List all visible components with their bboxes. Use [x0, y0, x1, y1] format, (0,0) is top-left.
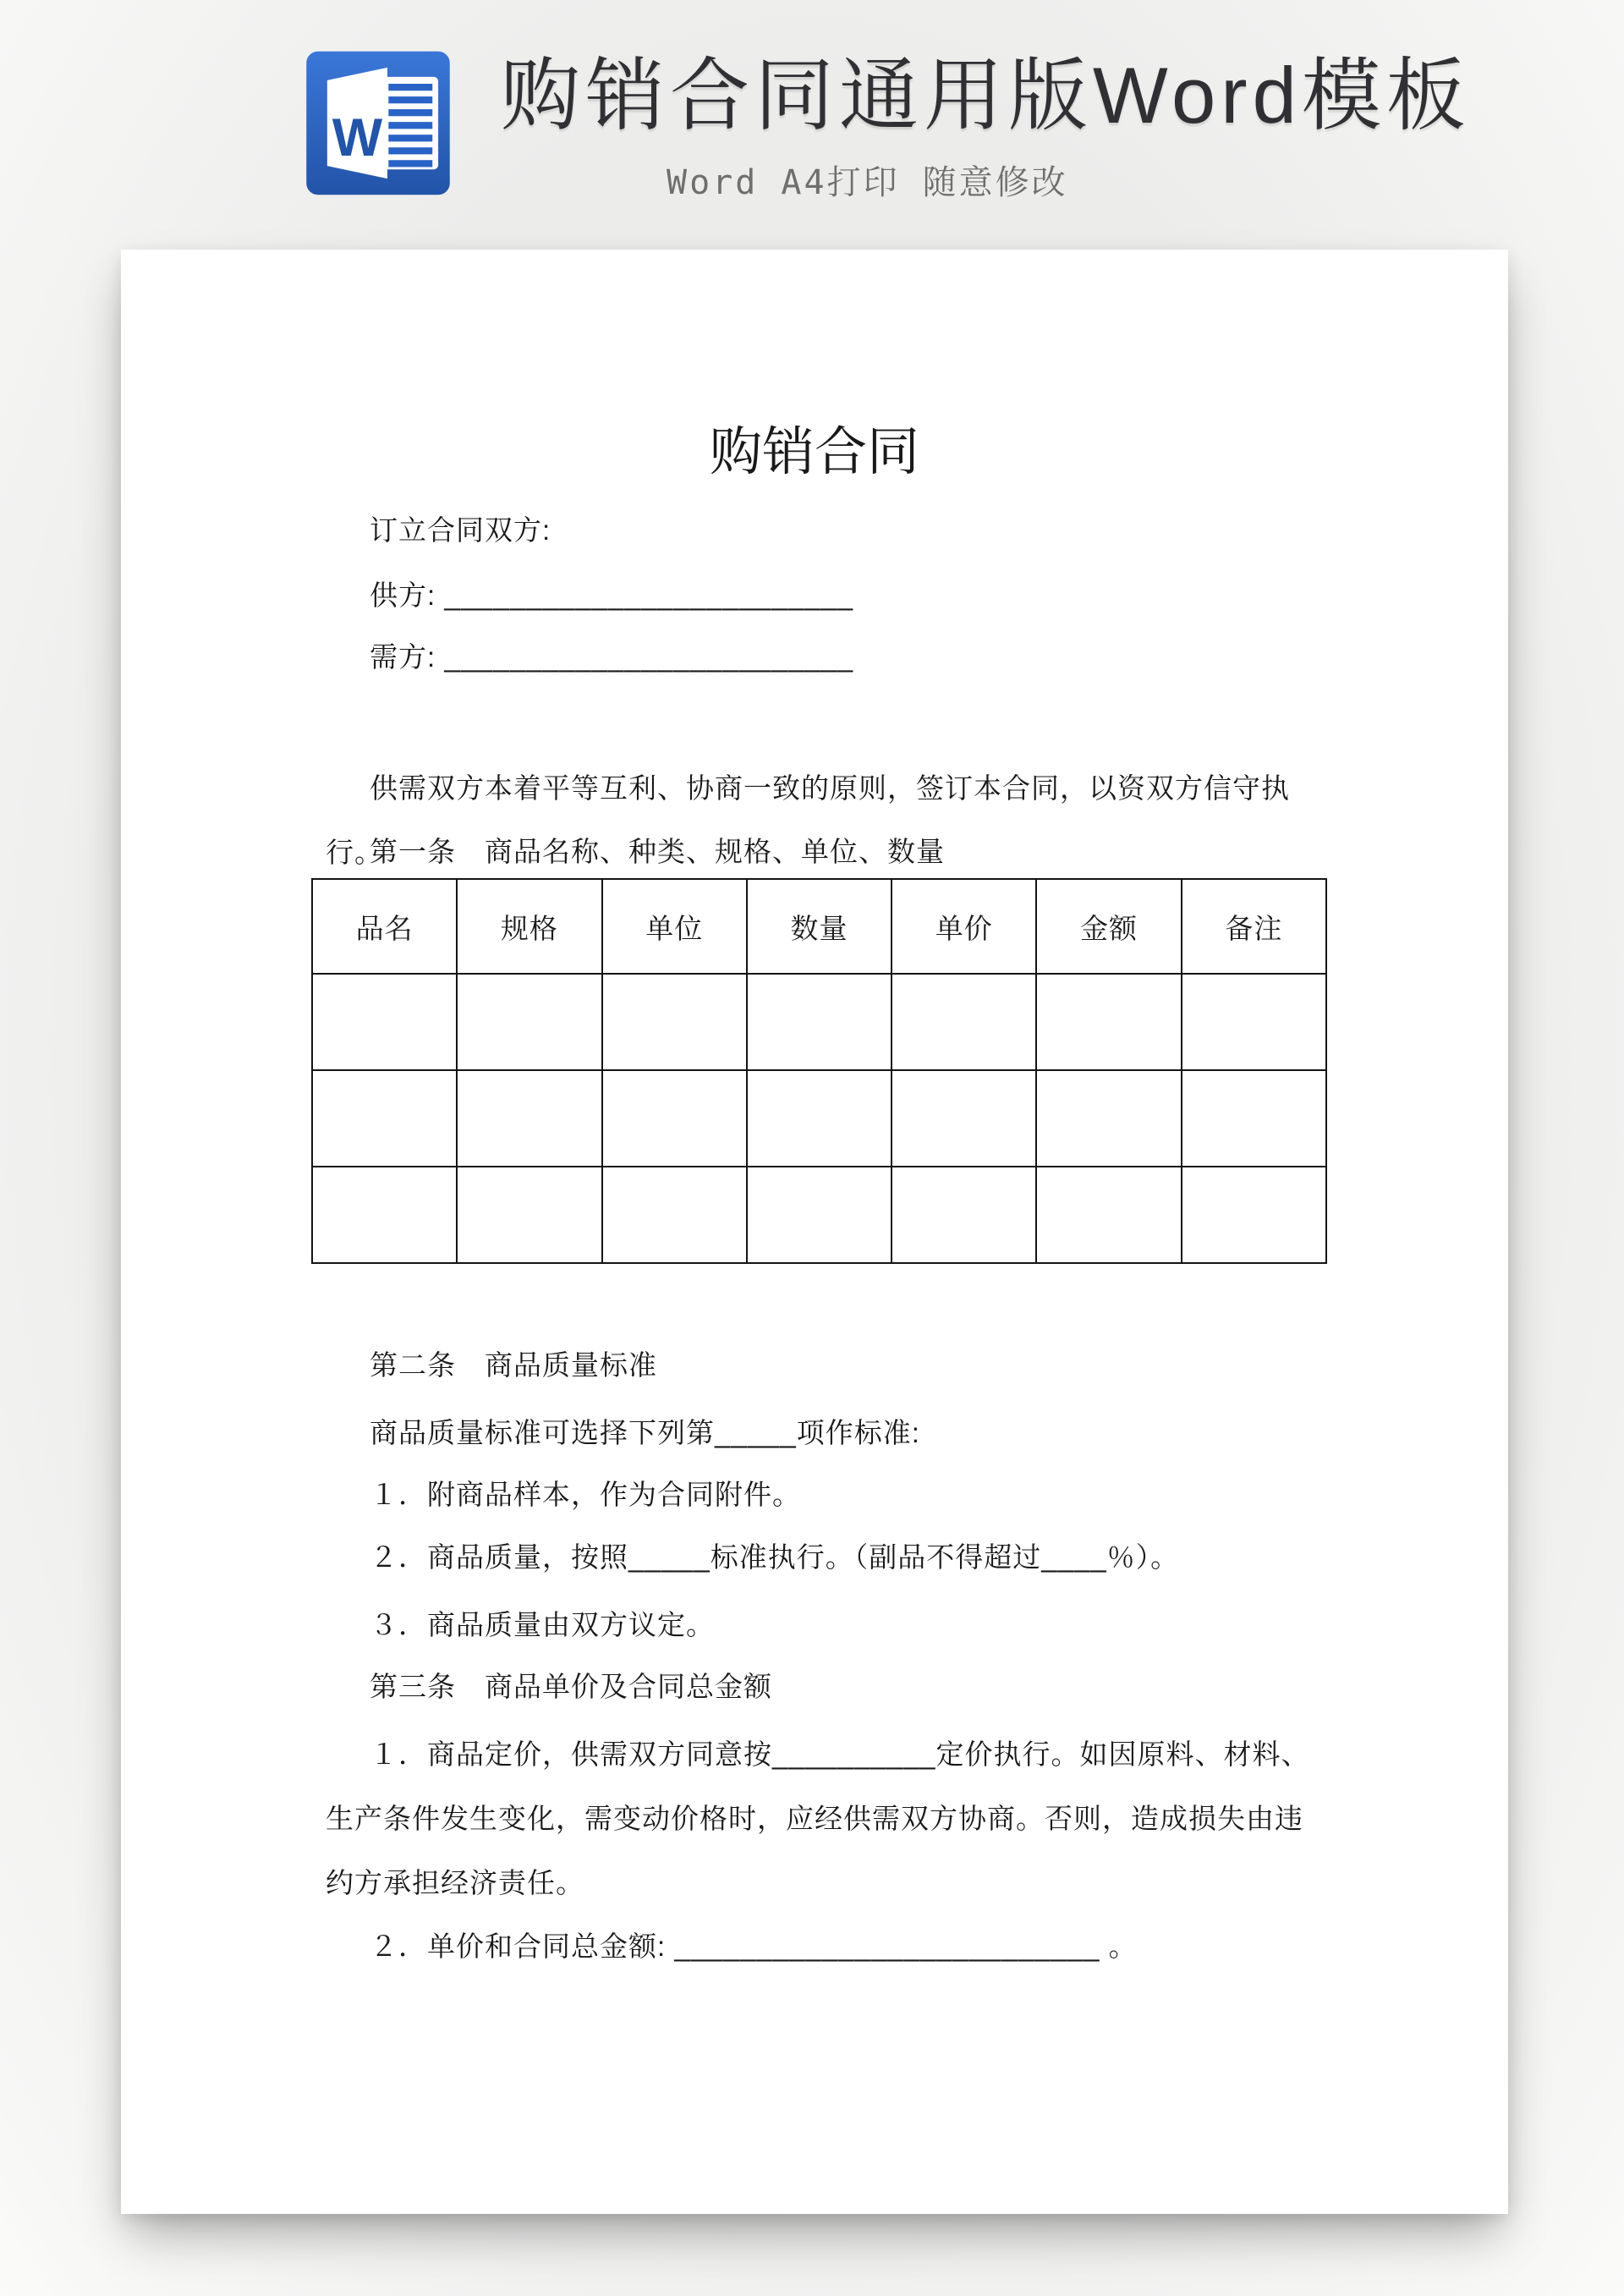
- template-subtitle: Word A4打印 随意修改: [667, 163, 1068, 202]
- article2-intro: 商品质量标准可选择下列第_____项作标准:: [370, 1417, 920, 1448]
- article2-item-3: ３．商品质量由双方议定。: [370, 1609, 715, 1640]
- col-header-product-name: 品名: [312, 879, 457, 974]
- article2-heading: 第二条 商品质量标准: [370, 1349, 657, 1381]
- col-header-unit: 单位: [602, 879, 747, 974]
- article3-item-2: ２．单价和合同总金额: __________________________ 。: [370, 1931, 1138, 1962]
- col-header-unit-price: 单价: [892, 879, 1036, 974]
- article3-item-1: １．商品定价，供需双方同意按__________定价执行。如因原料、材料、生产条件发生变化，需变动价格时，应经供需双方协商。否则，造成损失由违约方承担经济责任。: [326, 1738, 1310, 1898]
- supplier-blank-line: 供方: _________________________: [370, 579, 854, 611]
- template-title: 购销合同通用版Word模板: [501, 51, 1471, 140]
- table-row: [312, 1070, 1326, 1167]
- table-row: [312, 1167, 1326, 1263]
- contract-preamble: 供需双方本着平等互利、协商一致的原则，签订本合同，以资双方信守执行。: [326, 772, 1290, 868]
- parties-label: 订立合同双方:: [370, 514, 551, 546]
- goods-table-header-row: [312, 879, 1326, 974]
- template-header: [0, 0, 1624, 250]
- word-icon: [303, 49, 453, 197]
- col-header-remarks: 备注: [1182, 879, 1326, 974]
- buyer-blank-line: 需方: _________________________: [370, 641, 854, 673]
- col-header-amount: 金额: [1036, 879, 1181, 974]
- article3-heading: 第三条 商品单价及合同总金额: [370, 1671, 772, 1702]
- col-header-quantity: 数量: [747, 879, 892, 974]
- table-row: [312, 974, 1326, 1070]
- article2-item-2: ２．商品质量，按照_____标准执行。（副品不得超过____％）。: [370, 1541, 1180, 1573]
- article1-heading: 第一条 商品名称、种类、规格、单位、数量: [370, 836, 945, 867]
- contract-title: 购销合同: [709, 423, 919, 481]
- word-icon-letter: W: [332, 107, 383, 168]
- goods-table: [311, 878, 1327, 1264]
- article2-item-1: １．附商品样本，作为合同附件。: [370, 1479, 801, 1510]
- col-header-specification: 规格: [457, 879, 601, 974]
- document-page: [121, 250, 1508, 2214]
